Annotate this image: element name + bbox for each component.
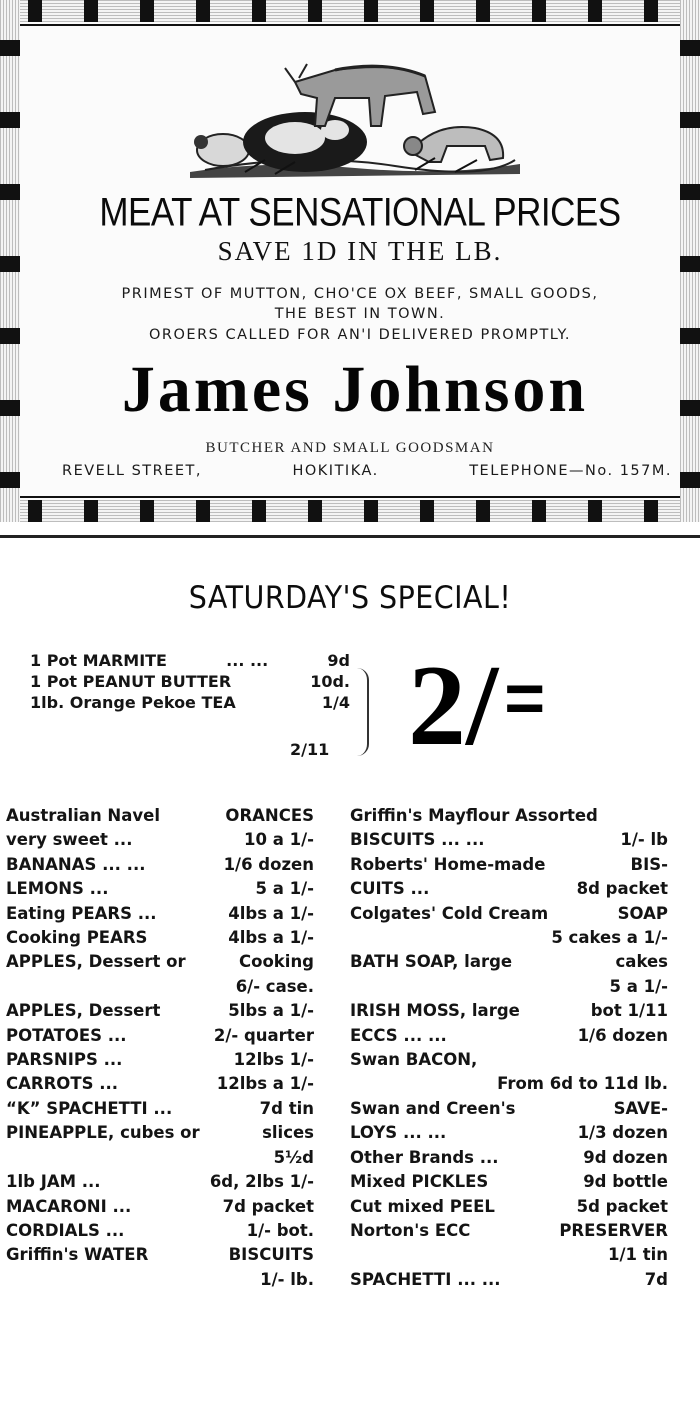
special-item-name: 1lb. Orange Pekoe TEA [30,693,236,712]
price-item-name: 1lb JAM ... [6,1172,101,1192]
price-item-name: Mixed PICKLES [350,1172,489,1192]
price-item-name: LOYS ... ... [350,1123,447,1143]
price-item-price: 4lbs a 1/- [228,928,314,948]
address-street: REVELL STREET, [62,463,203,479]
price-list-row [350,804,668,828]
price-list-row [350,1072,668,1096]
special-total: 2/11 [290,740,330,759]
price-item-price: 1/1 tin [607,1245,668,1265]
price-list-row [6,950,314,974]
special-item [30,650,350,671]
ad-line-3: OROERS CALLED FOR AN'I DELIVERED PROMPTLY. [149,327,571,343]
price-item-price: BIS- [630,854,668,874]
ad-line-2: THE BEST IN TOWN. [274,306,446,322]
price-item-price: BISCUITS [228,1245,314,1265]
special-title: SATURDAY'S SPECIAL! [188,580,512,616]
price-item-price: 1/3 dozen [577,1123,668,1143]
price-item-price: 1/- bot. [246,1220,314,1240]
special-price-suffix: = [504,659,546,737]
special-item-name: 1 Pot PEANUT BUTTER [30,672,232,691]
price-item-price: From 6d to 11d lb. [497,1074,668,1094]
price-item-name: CORDIALS ... [6,1220,125,1240]
price-list-row [6,853,314,877]
butcher-advertisement [0,0,700,522]
price-item-name: “K” SPACHETTI ... [6,1098,173,1118]
price-list-row [350,926,668,950]
business-name: James Johnson [121,353,589,426]
price-item-name: Other Brands ... [350,1147,499,1167]
special-price-value: 2/ [408,642,499,770]
price-list-row [350,853,668,877]
price-list-row [350,1024,668,1048]
price-item-price: 5 a 1/- [255,879,314,899]
ad-border-top [0,0,700,22]
price-item-name: Colgates' Cold Cream [350,903,549,923]
special-item [30,692,350,713]
address-town: HOKITIKA. [292,463,379,479]
business-trade: BUTCHER AND SMALL GOODSMAN [205,440,495,456]
price-item-name: Swan BACON, [350,1050,478,1070]
address-phone: TELEPHONE—No. 157M. [469,463,672,479]
ad-subhead: SAVE 1D IN THE LB. [217,236,503,266]
price-list-row [350,1097,668,1121]
price-item-price: Cooking [239,952,314,972]
price-item-name: APPLES, Dessert or [6,952,186,972]
price-item-name: Griffin's WATER [6,1245,149,1265]
price-list-row [6,999,314,1023]
price-item-price: 5 cakes a 1/- [551,928,668,948]
special-item [30,671,350,692]
special-item-dots: ... ... [226,651,269,670]
price-item-name: Griffin's Mayflour Assorted [350,806,598,825]
price-item-price: 6/- case. [235,976,314,996]
price-list-row [350,1219,668,1243]
price-list-row [350,828,668,852]
price-item-name: Swan and Creen's [350,1098,516,1118]
livestock-illustration-icon [185,42,525,182]
price-list-row [6,1195,314,1219]
price-item-price: PRESERVER [559,1220,668,1240]
price-item-price: 7d packet [222,1196,314,1216]
price-list-row [6,828,314,852]
price-item-price: 1/6 dozen [577,1025,668,1045]
price-item-price: 2/- quarter [213,1025,314,1045]
ad-line-1: PRIMEST OF MUTTON, CHO'CE OX BEEF, SMALL GOODS, [121,286,599,302]
price-item-name: Roberts' Home-made [350,854,546,874]
price-item-name: BANANAS ... ... [6,854,146,874]
price-item-name: MACARONI ... [6,1196,132,1216]
price-item-price: SAVE- [613,1098,668,1118]
price-item-name: APPLES, Dessert [6,1001,161,1021]
price-item-name: Eating PEARS ... [6,903,157,923]
price-item-name: Norton's ECC [350,1220,471,1240]
price-item-price: 1/- lb [620,830,668,850]
price-item-name: CARROTS ... [6,1074,119,1094]
ad-border-left [0,0,20,522]
price-list-row [350,975,668,999]
special-item-price: 1/4 [321,693,350,712]
price-list-row [6,1024,314,1048]
price-item-name: LEMONS ... [6,879,109,899]
price-list-row [6,804,314,828]
special-price [408,640,546,770]
ad-rule-top [20,24,680,26]
brace-icon [355,668,369,756]
price-list-row [6,1072,314,1096]
price-list-row [350,950,668,974]
price-item-name: very sweet ... [6,830,133,850]
price-list-row [350,1146,668,1170]
price-list-row [6,1219,314,1243]
price-item-name: ECCS ... ... [350,1025,447,1045]
price-item-price: cakes [615,952,668,972]
price-item-name: BATH SOAP, large [350,952,513,972]
price-item-name: Cut mixed PEEL [350,1196,495,1216]
price-list-row [6,926,314,950]
price-item-price: ORANCES [225,806,314,825]
price-item-price: 7d [644,1269,668,1289]
price-list-row [350,1048,668,1072]
price-item-price: 10 a 1/- [244,830,314,850]
price-list-row [6,1243,314,1267]
price-item-name: SPACHETTI ... ... [350,1269,501,1289]
price-list-row [350,1121,668,1145]
ad-border-right [680,0,700,522]
price-list-row [6,975,314,999]
price-list-row [6,1121,314,1145]
price-item-price: 6d, 2lbs 1/- [209,1172,314,1192]
price-item-price: 1/- lb. [260,1269,314,1289]
price-list-row [350,902,668,926]
price-item-price: slices [262,1123,314,1143]
ad-border-bottom [0,500,700,522]
price-item-name: PINEAPPLE, cubes or [6,1123,200,1143]
ad-headline: MEAT AT SENSATIONAL PRICES [99,190,621,235]
special-item-price: 9d [327,651,350,670]
special-item-name: 1 Pot MARMITE [30,651,167,670]
price-list-row [6,1146,314,1170]
price-item-price: 5 a 1/- [609,976,668,996]
price-item-price: 9d bottle [583,1172,668,1192]
price-list-left [6,804,314,1292]
price-item-price: 1/6 dozen [223,854,314,874]
price-item-price: 9d dozen [583,1147,668,1167]
price-item-price: 5d packet [576,1196,668,1216]
price-item-name: BISCUITS ... ... [350,830,485,850]
price-item-name: IRISH MOSS, large [350,1001,520,1021]
ad-rule-bottom [20,496,680,498]
section-divider [0,535,700,538]
price-item-price: 5lbs a 1/- [228,1001,314,1021]
price-item-price: 4lbs a 1/- [228,903,314,923]
price-item-price: 12lbs a 1/- [216,1074,314,1094]
price-item-name: POTATOES ... [6,1025,127,1045]
price-list-row [6,1268,314,1292]
special-items [30,650,350,713]
price-item-price: 5½d [273,1147,314,1167]
price-list-row [350,1195,668,1219]
price-item-price: 12lbs 1/- [233,1050,314,1070]
price-item-name: CUITS ... [350,879,430,899]
price-list-right [350,804,668,1292]
price-list-row [350,999,668,1023]
price-item-name: Cooking PEARS [6,928,148,948]
price-item-price: 7d tin [259,1098,314,1118]
price-list-row [350,1170,668,1194]
price-list-row [350,1243,668,1267]
special-item-price: 10d. [310,672,350,691]
price-list-row [6,902,314,926]
price-item-price: SOAP [617,903,668,923]
price-item-name: Australian Navel [6,806,160,825]
price-item-price: 8d packet [576,879,668,899]
price-list-row [6,877,314,901]
price-list-row [350,877,668,901]
price-list-row [6,1097,314,1121]
price-item-price: bot 1/11 [590,1001,668,1021]
price-list-row [6,1170,314,1194]
price-item-name: PARSNIPS ... [6,1050,123,1070]
price-list-row [350,1268,668,1292]
price-list-row [6,1048,314,1072]
business-address [62,463,672,479]
